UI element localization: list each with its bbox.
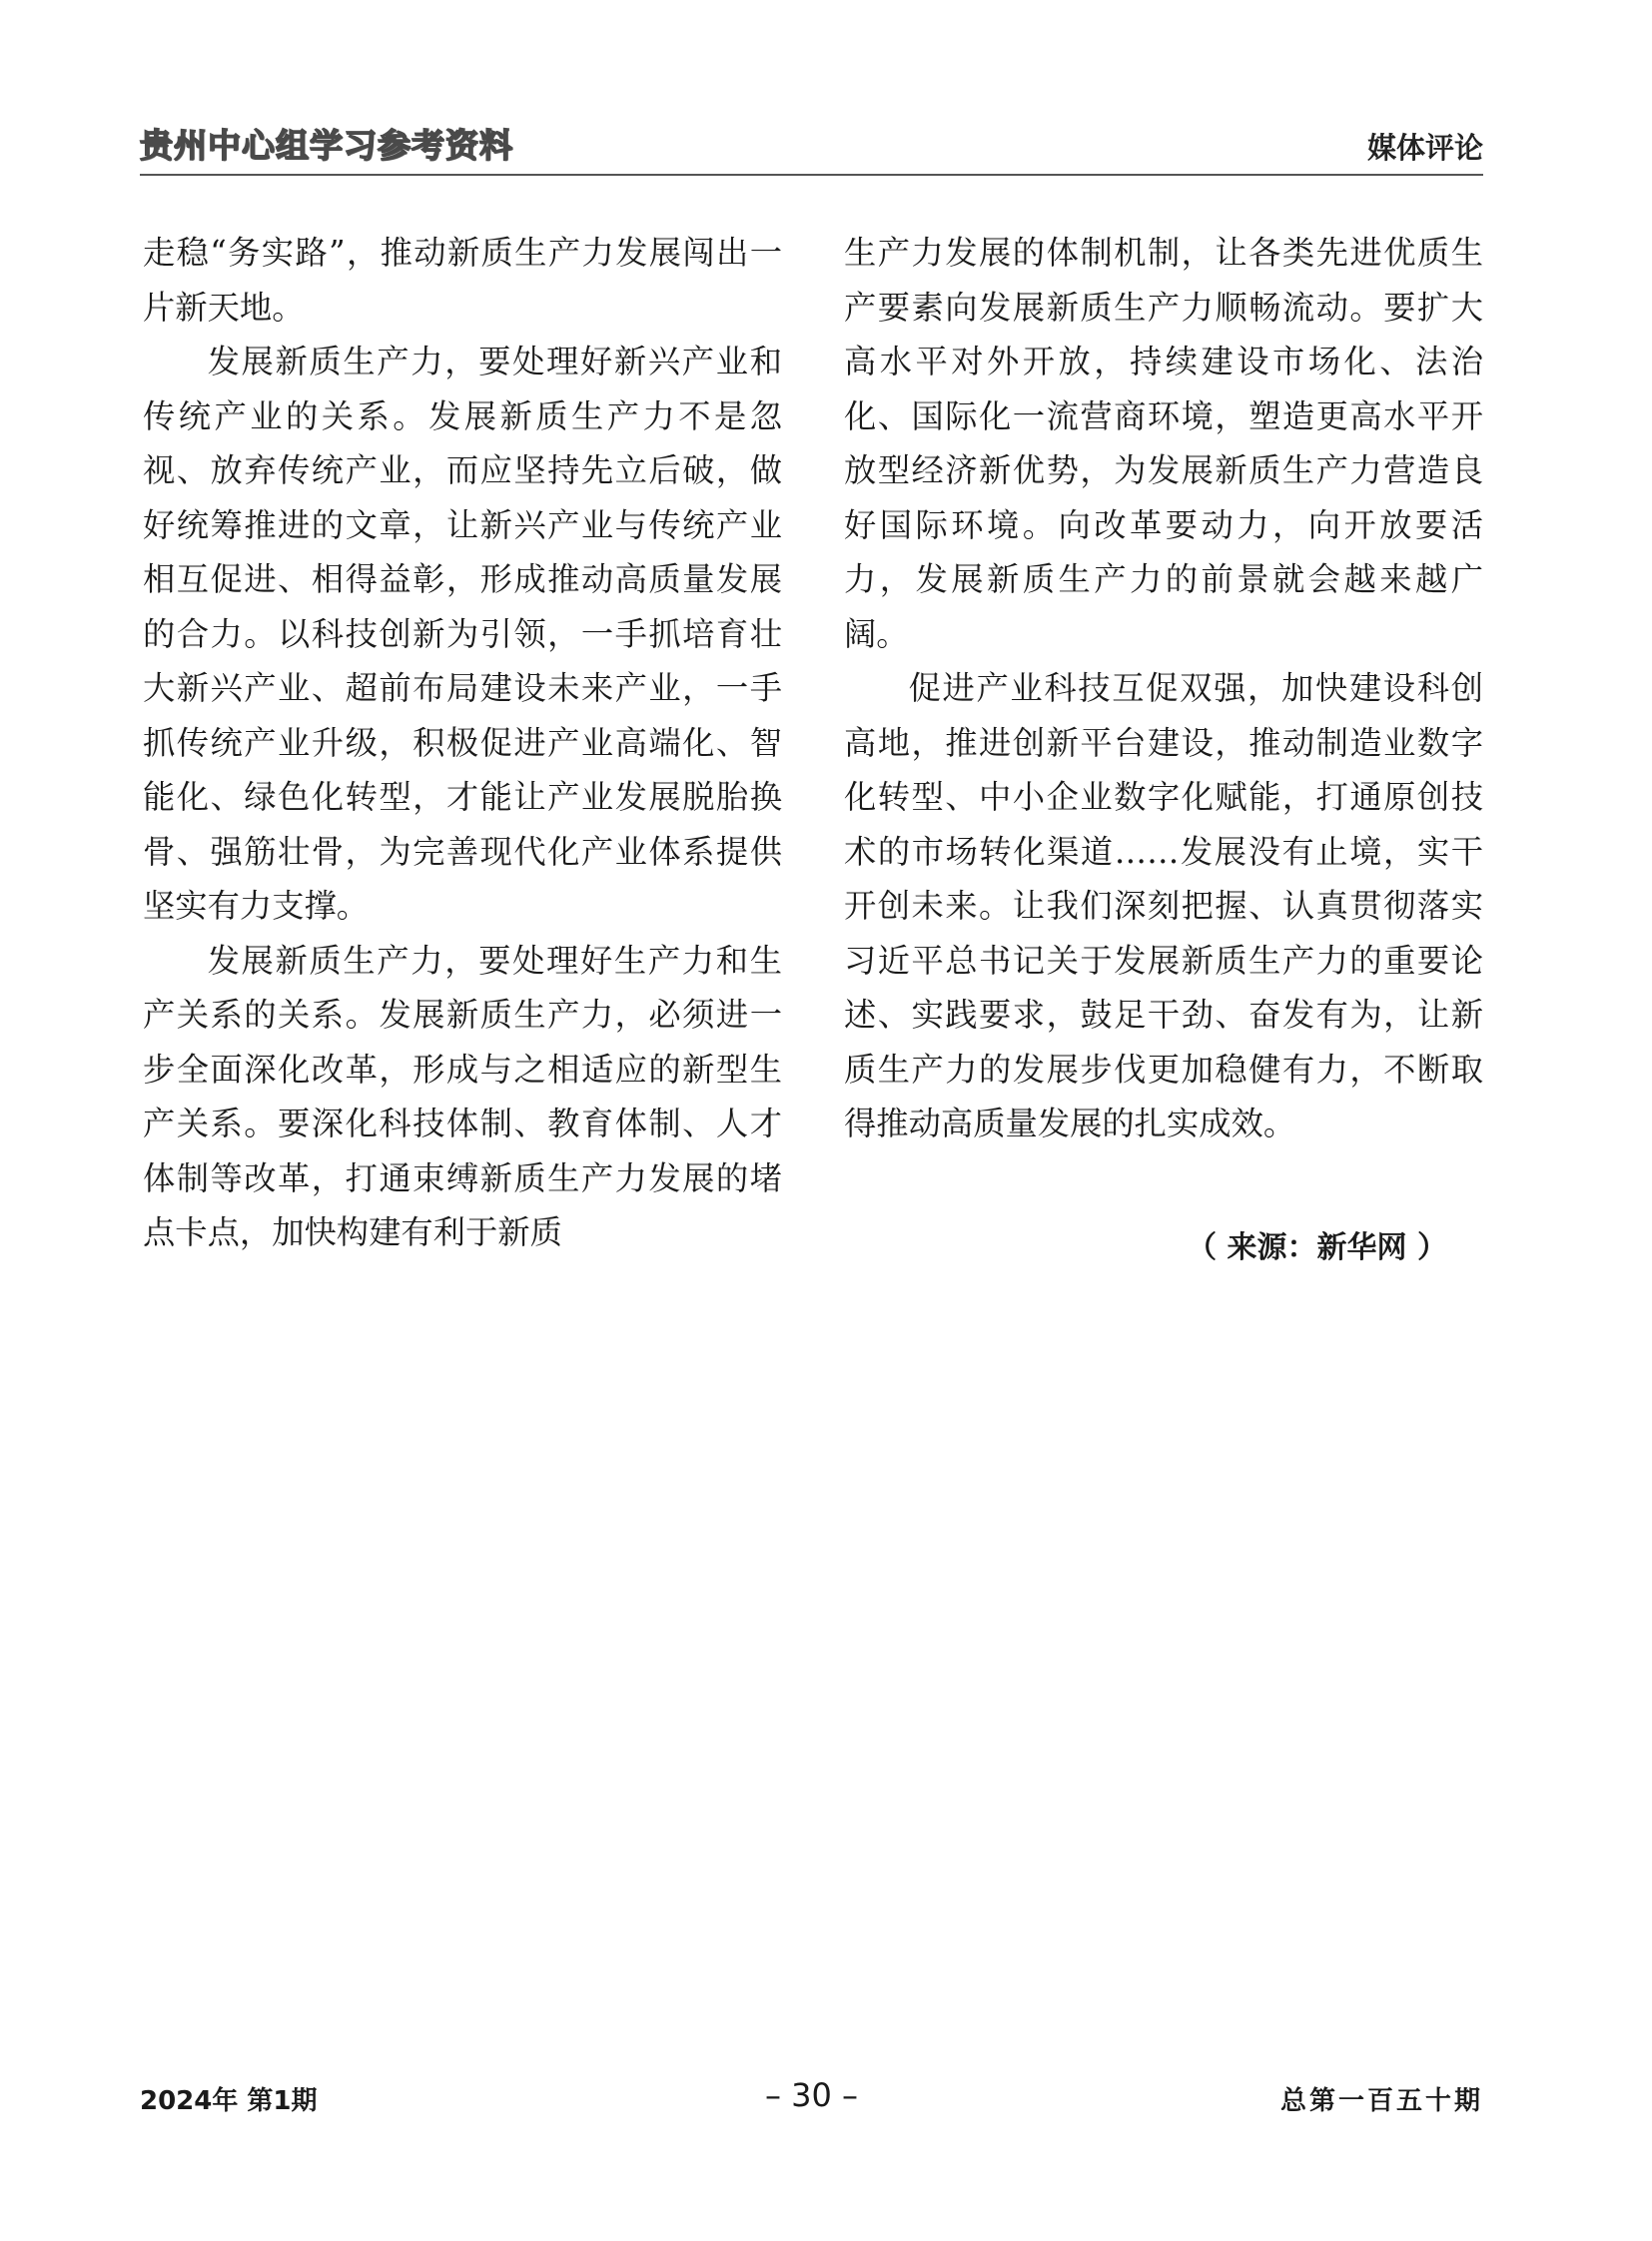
issue-label: 2024年 第1期: [140, 2086, 318, 2116]
page-footer: [140, 2076, 1483, 2120]
article-column-left: [143, 226, 782, 1260]
header-divider: [140, 174, 1483, 176]
article-paragraph: 走稳“务实路”，推动新质生产力发展闯出一片新天地。: [143, 234, 782, 327]
article-paragraph: 促进产业科技互促双强，加快建设科创高地，推进创新平台建设，推动制造业数字化转型、中小企业数字化赋能，打通原创技术的市场转化渠道……发展没有止境，实干开创未来。让我们深刻把握、认真贯彻落实习近平总书记关于发展新质生产力的重要论述、实践要求，鼓足干劲、奋发有为，让新质生产力的发展步伐更加稳健有力，不断取得推动高质量发展的扎实成效。: [844, 669, 1483, 1142]
article-source: （ 来源：新华网 ）: [1187, 1230, 1447, 1265]
page-header: [140, 118, 1483, 176]
article-paragraph: 发展新质生产力，要处理好生产力和生产关系的关系。发展新质生产力，必须进一步全面深化改革，形成与之相适应的新型生产关系。要深化科技体制、教育体制、人才体制等改革，打通束缚新质生产力发展的堵点卡点，加快构建有利于新质: [143, 941, 782, 1251]
page-number: – 30 –: [764, 2076, 859, 2114]
total-issue-label: 总第一百五十期: [1279, 2086, 1483, 2116]
publication-title: 贵州中心组学习参考资料: [140, 126, 513, 165]
article-paragraph: 生产力发展的体制机制，让各类先进优质生产要素向发展新质生产力顺畅流动。要扩大高水平对外开放，持续建设市场化、法治化、国际化一流营商环境，塑造更高水平开放型经济新优势，为发展新质生产力营造良好国际环境。向改革要动力，向开放要活力，发展新质生产力的前景就会越来越广阔。: [844, 234, 1483, 653]
article-paragraph: 发展新质生产力，要处理好新兴产业和传统产业的关系。发展新质生产力不是忽视、放弃传统产业，而应坚持先立后破，做好统筹推进的文章，让新兴产业与传统产业相互促进、相得益彰，形成推动高质量发展的合力。以科技创新为引领，一手抓培育壮大新兴产业、超前布局建设未来产业，一手抓传统产业升级，积极促进产业高端化、智能化、绿色化转型，才能让产业发展脱胎换骨、强筋壮骨，为完善现代化产业体系提供坚实有力支撑。: [143, 343, 782, 925]
article-column-right: [844, 226, 1483, 1151]
section-title: 媒体评论: [1366, 131, 1483, 165]
